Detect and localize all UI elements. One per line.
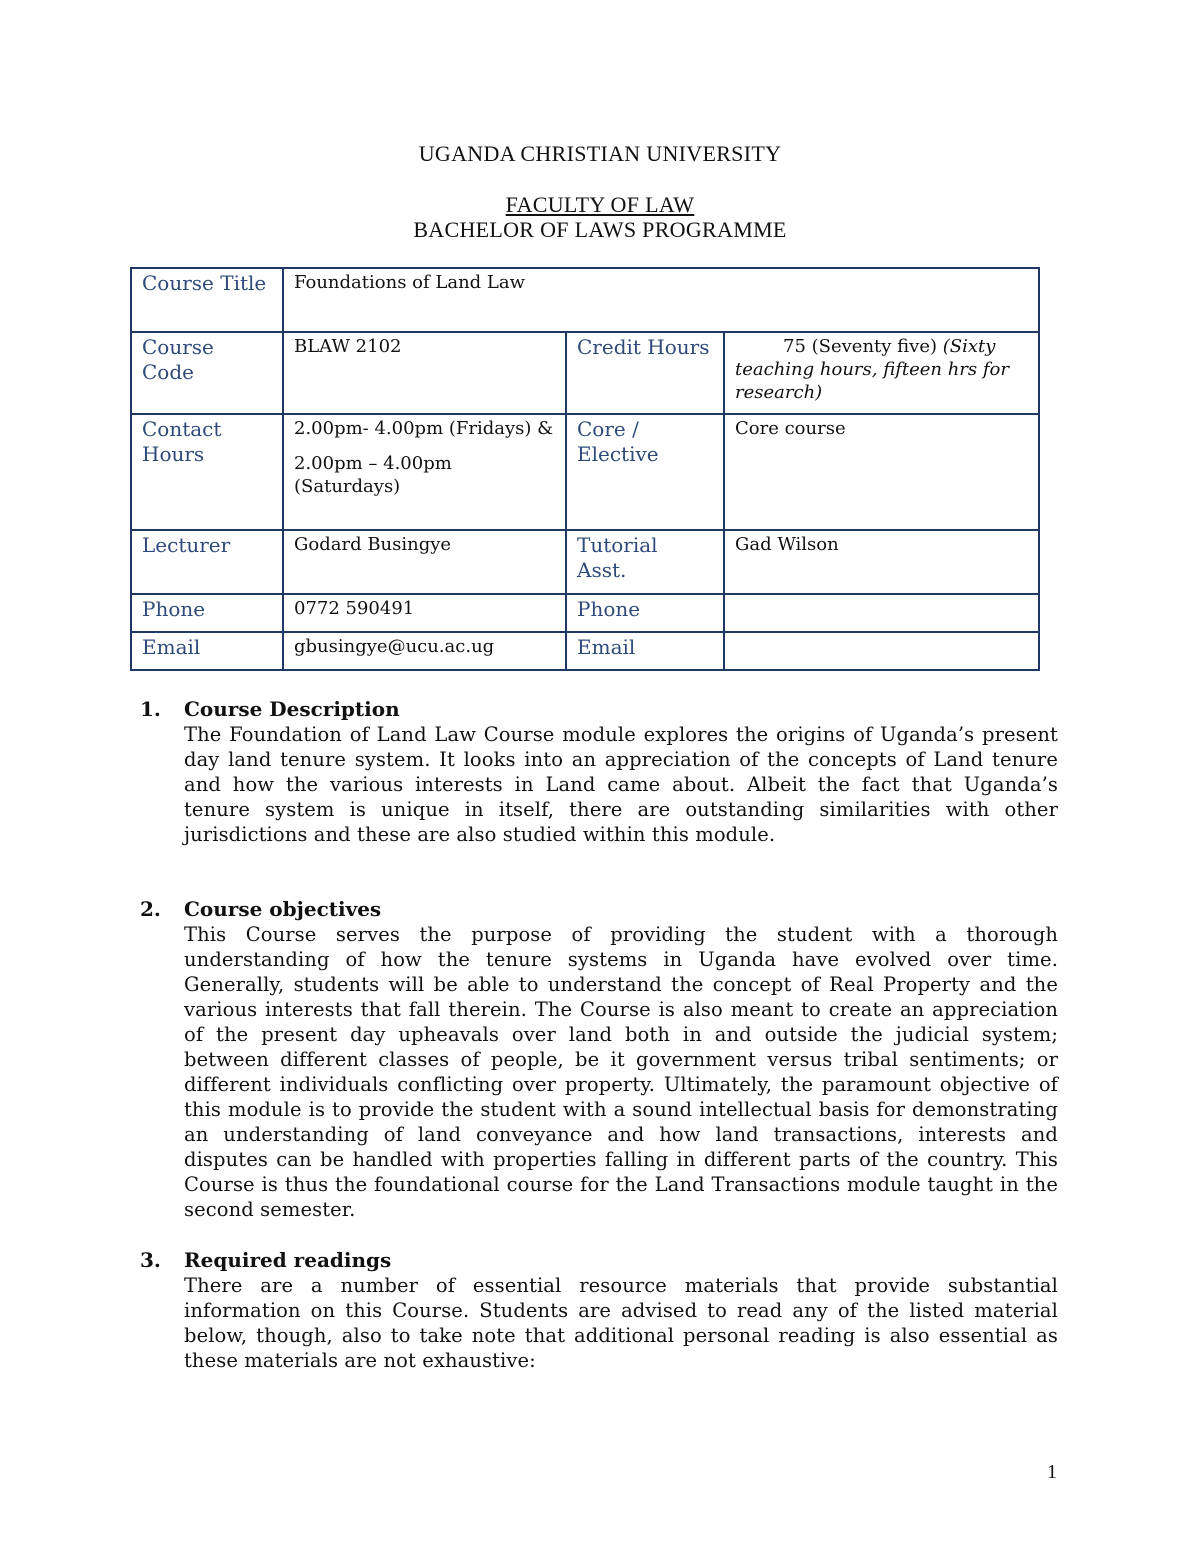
phone-value: 0772 590491 xyxy=(283,594,566,632)
programme-title: BACHELOR OF LAWS PROGRAMME xyxy=(413,217,787,242)
university-title: UGANDA CHRISTIAN UNIVERSITY xyxy=(418,141,782,166)
table-row xyxy=(131,332,1039,414)
section-heading xyxy=(140,1248,1058,1273)
section-number: 3. xyxy=(140,1248,161,1272)
tutorial-label: Tutorial Asst. xyxy=(566,530,724,594)
lecturer-label: Lecturer xyxy=(131,530,283,594)
core-elective-value: Core course xyxy=(724,414,1039,530)
credit-hours-value xyxy=(724,332,1039,414)
section-number: 2. xyxy=(140,897,161,921)
page-number: 1 xyxy=(1047,1461,1057,1483)
section-body: There are a number of essential resource materials that provide substantial information on this Course. Students are advised to read any of the listed material below, though, also to take note that additional personal reading is also essential as these materials are not exhaustive: xyxy=(184,1274,1058,1372)
contact-hours-label: Contact Hours xyxy=(131,414,283,530)
course-code-label: Course Code xyxy=(131,332,283,414)
section-body: The Foundation of Land Law Course module explores the origins of Uganda’s present day land tenure system. It looks into an appreciation of the concepts of Land tenure and how the various interests in Land came about. Albeit the fact that Uganda’s tenure system is unique in itself, there are outstanding similarities with other jurisdictions and these are also studied within this module. xyxy=(184,723,1058,846)
course-title-value: Foundations of Land Law xyxy=(283,268,1039,332)
lecturer-value: Godard Busingye xyxy=(283,530,566,594)
contact-hours-line1: 2.00pm- 4.00pm (Fridays) & xyxy=(294,418,554,439)
section-course-description xyxy=(140,697,1058,847)
credit-hours-label: Credit Hours xyxy=(566,332,724,414)
email-value: gbusingye@ucu.ac.ug xyxy=(283,632,566,670)
credit-hours-note: (Sixty teaching hours, fifteen hrs for research) xyxy=(735,336,1009,403)
table-row xyxy=(131,530,1039,594)
email2-value xyxy=(724,632,1039,670)
table-row xyxy=(131,268,1039,332)
section-number: 1. xyxy=(140,697,161,721)
section-title: Required readings xyxy=(184,1248,392,1272)
email2-label: Email xyxy=(566,632,724,670)
section-heading xyxy=(140,897,1058,922)
course-title-label: Course Title xyxy=(131,268,283,332)
phone2-value xyxy=(724,594,1039,632)
core-elective-label: Core / Elective xyxy=(566,414,724,530)
section-course-objectives xyxy=(140,897,1058,1222)
credit-hours-amount: 75 (Seventy five) xyxy=(783,336,938,357)
contact-hours-value xyxy=(283,414,566,530)
table-row xyxy=(131,594,1039,632)
course-code-value: BLAW 2102 xyxy=(283,332,566,414)
phone-label: Phone xyxy=(131,594,283,632)
course-info-table xyxy=(130,267,1040,671)
tutorial-value: Gad Wilson xyxy=(724,530,1039,594)
section-body: This Course serves the purpose of providing the student with a thorough understanding of how the tenure systems in Uganda have evolved over time. Generally, students will be able to understand the concept of Real Property and the various interests that fall therein. The Course is also meant to create an appreciation of the present day upheavals over land both in and outside the judicial system; between different classes of people, be it government versus tribal sentiments; or different individuals conflicting over property. Ultimately, the paramount objective of this module is to provide the student with a sound intellectual basis for demonstrating an understanding of land conveyance and how land transactions, interests and disputes can be handled with properties falling in different parts of the country. This Course is thus the foundational course for the Land Transactions module taught in the second semester. xyxy=(184,923,1058,1221)
section-title: Course objectives xyxy=(184,897,382,921)
faculty-title: FACULTY OF LAW xyxy=(505,192,695,217)
section-heading xyxy=(140,697,1058,722)
table-row xyxy=(131,414,1039,530)
section-required-readings xyxy=(140,1248,1058,1373)
section-title: Course Description xyxy=(184,697,400,721)
contact-hours-line2: 2.00pm – 4.00pm (Saturdays) xyxy=(294,453,452,497)
table-row xyxy=(131,632,1039,670)
email-label: Email xyxy=(131,632,283,670)
phone2-label: Phone xyxy=(566,594,724,632)
